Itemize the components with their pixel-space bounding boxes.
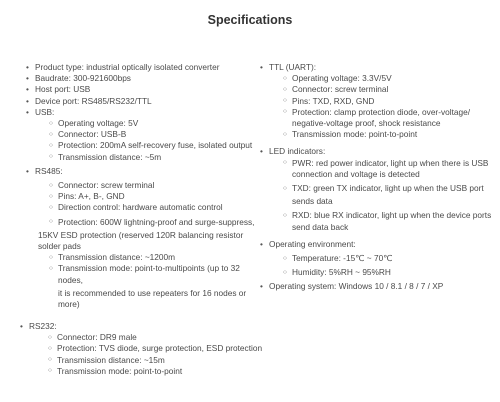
spec-rs485-group (26, 166, 264, 310)
led-rxd (286, 210, 496, 232)
env-item: ○ Temperature: -15℃ ~ 70℃ (286, 253, 496, 264)
led-label: LED indicators: (269, 146, 326, 157)
led-rxd-line1: ○ RXD: blue RX indicator, light up when the device ports (292, 210, 492, 221)
usb-item: ○ Operating voltage: 5V (52, 118, 264, 129)
rs485-mode-line1: ○ Transmission mode: point-to-multipoints (up to 32 nodes, (58, 263, 240, 285)
usb-item: ○ Protection: 200mA self-recovery fuse, isolated output (52, 140, 264, 151)
rs485-mode (52, 263, 264, 310)
ttl-item: ○ Connector: screw terminal (286, 84, 496, 95)
rs485-item: ○ Connector: screw terminal (52, 180, 264, 191)
rs485-protection-line3: solder pads (38, 241, 81, 252)
env-item: ○ Humidity: 5%RH ~ 95%RH (286, 267, 496, 278)
page-title: Specifications (207, 13, 293, 27)
specs-right-column (260, 62, 496, 293)
rs485-item: ○ Pins: A+, B-, GND (52, 191, 264, 202)
rs485-label: RS485: (35, 165, 63, 176)
led-pwr-line2: connection and voltage is detected (292, 168, 420, 179)
env-label: Operating environment: (269, 238, 356, 249)
spec-baudrate: • Baudrate: 300-921600bps (26, 73, 264, 84)
ttl-protection-line2: negative-voltage proof, shock resistance (292, 118, 441, 129)
spec-env-group (260, 239, 496, 279)
rs485-distance: ○ Transmission distance: ~1200m (52, 252, 264, 263)
led-pwr (286, 158, 496, 180)
rs485-mode-line2: it is recommended to use repeaters for 16 nodes or more) (58, 287, 247, 310)
ttl-protection (286, 107, 496, 129)
spec-product-type: • Product type: industrial optically isolated converter (26, 62, 264, 73)
specs-rs232-block (20, 321, 264, 377)
spec-device-port: • Device port: RS485/RS232/TTL (26, 96, 264, 107)
led-txd-line2: sends data (292, 196, 333, 207)
ttl-label: TTL (UART): (269, 62, 317, 72)
ttl-protection-line1: ○ Protection: clamp protection diode, over-voltage/ (292, 106, 471, 117)
specs-left-column (26, 62, 264, 310)
led-rxd-line2: send data back (292, 221, 349, 232)
rs232-item: ○ Transmission distance: ~15m (51, 355, 264, 366)
led-txd (286, 183, 496, 207)
rs232-label: RS232: (29, 321, 57, 331)
rs232-item: ○ Protection: TVS diode, surge protection, ESD protection (51, 343, 264, 354)
spec-os: • Operating system: Windows 10 / 8.1 / 8 / 7 / XP (260, 281, 496, 292)
led-pwr-line1: ○ PWR: red power indicator, light up when there is USB (292, 157, 489, 168)
spec-host-port: • Host port: USB (26, 84, 264, 95)
rs232-item: ○ Transmission mode: point-to-point (51, 366, 264, 377)
rs232-item: ○ Connector: DR9 male (51, 332, 264, 343)
usb-label: USB: (35, 106, 55, 117)
rs485-protection (38, 216, 264, 253)
spec-rs232-group (20, 321, 264, 377)
usb-item: ○ Connector: USB-B (52, 129, 264, 140)
spec-usb-group (26, 107, 264, 163)
spec-ttl-group (260, 62, 496, 140)
rs485-item: ○ Direction control: hardware automatic control (52, 202, 264, 213)
ttl-item: ○ Operating voltage: 3.3V/5V (286, 73, 496, 84)
spec-led-group (260, 146, 496, 232)
ttl-item: ○ Pins: TXD, RXD, GND (286, 96, 496, 107)
rs485-protection-line2: 15KV ESD protection (reserved 120R balancing resistor (38, 229, 244, 240)
rs485-protection-line1: ○ Protection: 600W lightning-proof and surge-suppress, (58, 216, 255, 227)
led-txd-line1: ○ TXD: green TX indicator, light up when the USB port (292, 183, 484, 194)
usb-item: ○ Transmission distance: ~5m (52, 152, 264, 163)
ttl-mode: ○ Transmission mode: point-to-point (286, 129, 496, 140)
